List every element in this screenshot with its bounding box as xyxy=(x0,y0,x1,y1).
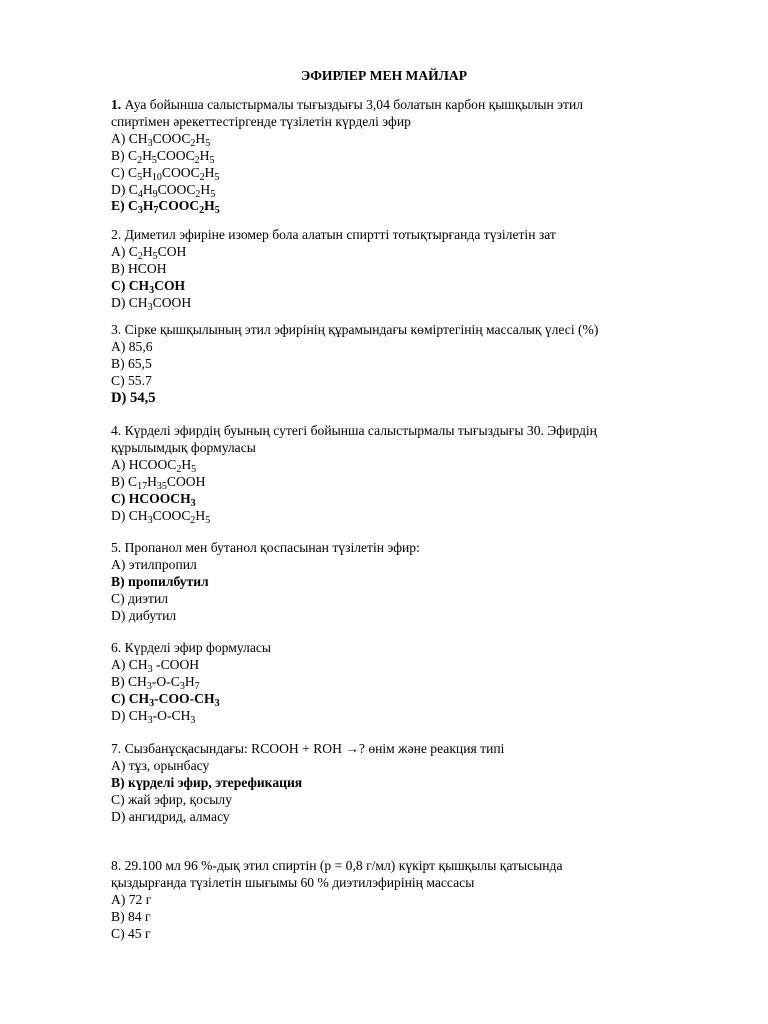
question-text xyxy=(111,741,671,758)
answer-option-b: B) $CH_3-O-C_3H_7$ xyxy=(111,673,200,692)
answer-option-c: C) 45 г xyxy=(111,925,151,941)
question-number: 8. xyxy=(111,858,122,873)
question-number: 3. xyxy=(111,322,122,337)
question-text-line: 29.100 мл 96 %-дық этил спиртін (p = 0,8 г/мл) күкірт қышқылы қатысында xyxy=(124,858,563,873)
answer-option-c: C) $C_5H_{10}COOC_2H_5$ xyxy=(111,164,220,183)
answer-option-c: C) 55.7 xyxy=(111,372,152,388)
answer-option-d: D) $C_4H_9COOC_2H_5$ xyxy=(111,181,216,200)
answer-option-a: A) тұз, орынбасу xyxy=(111,757,210,773)
question-text xyxy=(111,97,671,114)
question-text-line: Пропанол мен бутанол қоспасынан түзілетін эфир: xyxy=(124,540,420,555)
answer-option-a: A) $HCOOC_2H_5$ xyxy=(111,456,197,475)
answer-option-d: D) $CH_3COOH$ xyxy=(111,294,192,313)
question-number: 5. xyxy=(111,540,122,555)
answer-option-b-correct: B) күрделі эфир, этерефикация xyxy=(111,774,303,790)
question-text xyxy=(111,640,671,657)
question-number: 2. xyxy=(111,227,122,242)
question-4 xyxy=(111,423,671,524)
answer-option-a: A) этилпропил xyxy=(111,556,197,572)
question-text xyxy=(111,540,671,557)
answer-option-e-correct: E) $C_3H_7COOC_2H_5$ xyxy=(111,198,220,217)
answer-option-c-correct: C) $CH_3-COO-CH_3$ xyxy=(111,690,220,709)
question-number: 1. xyxy=(111,97,122,112)
question-6 xyxy=(111,640,671,725)
answer-option-a: A) $CH_3COOC_2H_5$ xyxy=(111,130,211,149)
question-number: 4. xyxy=(111,423,122,438)
question-text-line: Сызбанұсқасындағы: RCOOH + ROH →? өнім және реакция типі xyxy=(124,741,505,756)
question-text-line: құрылымдық формуласы xyxy=(111,439,256,455)
answer-option-a: A) 72 г xyxy=(111,891,152,907)
question-8 xyxy=(111,858,671,943)
question-text-line: Күрделі эфир формуласы xyxy=(124,640,272,655)
answer-option-d: D) дибутил xyxy=(111,607,177,623)
question-7 xyxy=(111,741,671,826)
question-text-line: Сірке қышқылының этил эфирінің құрамындағы көміртегінің массалық үлесі (%) xyxy=(124,322,599,337)
answer-option-c-correct: C) $HCOOCH_3$ xyxy=(111,490,196,509)
answer-option-d-correct: D) 54,5 xyxy=(111,389,156,406)
answer-option-c: C) жай эфир, қосылу xyxy=(111,791,233,807)
page-title: ЭФИРЛЕР МЕН МАЙЛАР xyxy=(300,68,468,83)
question-text xyxy=(111,858,671,875)
answer-option-c-correct: C) $CH_3COH$ xyxy=(111,277,186,296)
question-text xyxy=(111,423,671,440)
answer-option-d: D) $CH_3-O-CH_3$ xyxy=(111,707,196,726)
question-5 xyxy=(111,540,671,625)
question-text xyxy=(111,227,671,244)
answer-option-b: B) HCOH xyxy=(111,260,167,276)
answer-option-a: A) $CH_3$ -COOH xyxy=(111,656,200,675)
question-number: 7. xyxy=(111,741,122,756)
answer-option-c: C) диэтил xyxy=(111,590,169,606)
question-text-line: Ауа бойынша салыстырмалы тығыздығы 3,04 болатын карбон қышқылын этил xyxy=(124,97,584,112)
answer-option-d: D) $CH_3COOC_2H_5$ xyxy=(111,507,211,526)
question-number: 6. xyxy=(111,640,122,655)
question-2 xyxy=(111,227,671,312)
answer-option-b: B) $C_{17}H_{35}COOH$ xyxy=(111,473,206,492)
answer-option-b: B) 65,5 xyxy=(111,355,152,371)
question-text-line: спиртімен әрекеттестіргенде түзілетін күрделі эфир xyxy=(111,113,411,129)
answer-option-a: A) $C_2H_5COH$ xyxy=(111,243,187,262)
question-text-line: қыздырғанда түзілетін шығымы 60 % диэтилэфирінің массасы xyxy=(111,874,475,890)
question-3 xyxy=(111,322,671,407)
answer-option-d: D) ангидрид, алмасу xyxy=(111,808,230,824)
answer-option-b: B) 84 г xyxy=(111,908,151,924)
question-text xyxy=(111,322,671,339)
answer-option-b: B) $C_2H_5COOC_2H_5$ xyxy=(111,147,215,166)
question-text-line: Диметил эфиріне изомер бола алатын спиртті тотықтырғанда түзілетін зат xyxy=(124,227,556,242)
answer-option-b-correct: B) пропилбутил xyxy=(111,573,209,589)
question-text-line: Күрделі эфирдің буының сутегі бойынша салыстырмалы тығыздығы 30. Эфирдің xyxy=(124,423,597,438)
question-1 xyxy=(111,97,671,215)
answer-option-a: A) 85,6 xyxy=(111,338,153,354)
